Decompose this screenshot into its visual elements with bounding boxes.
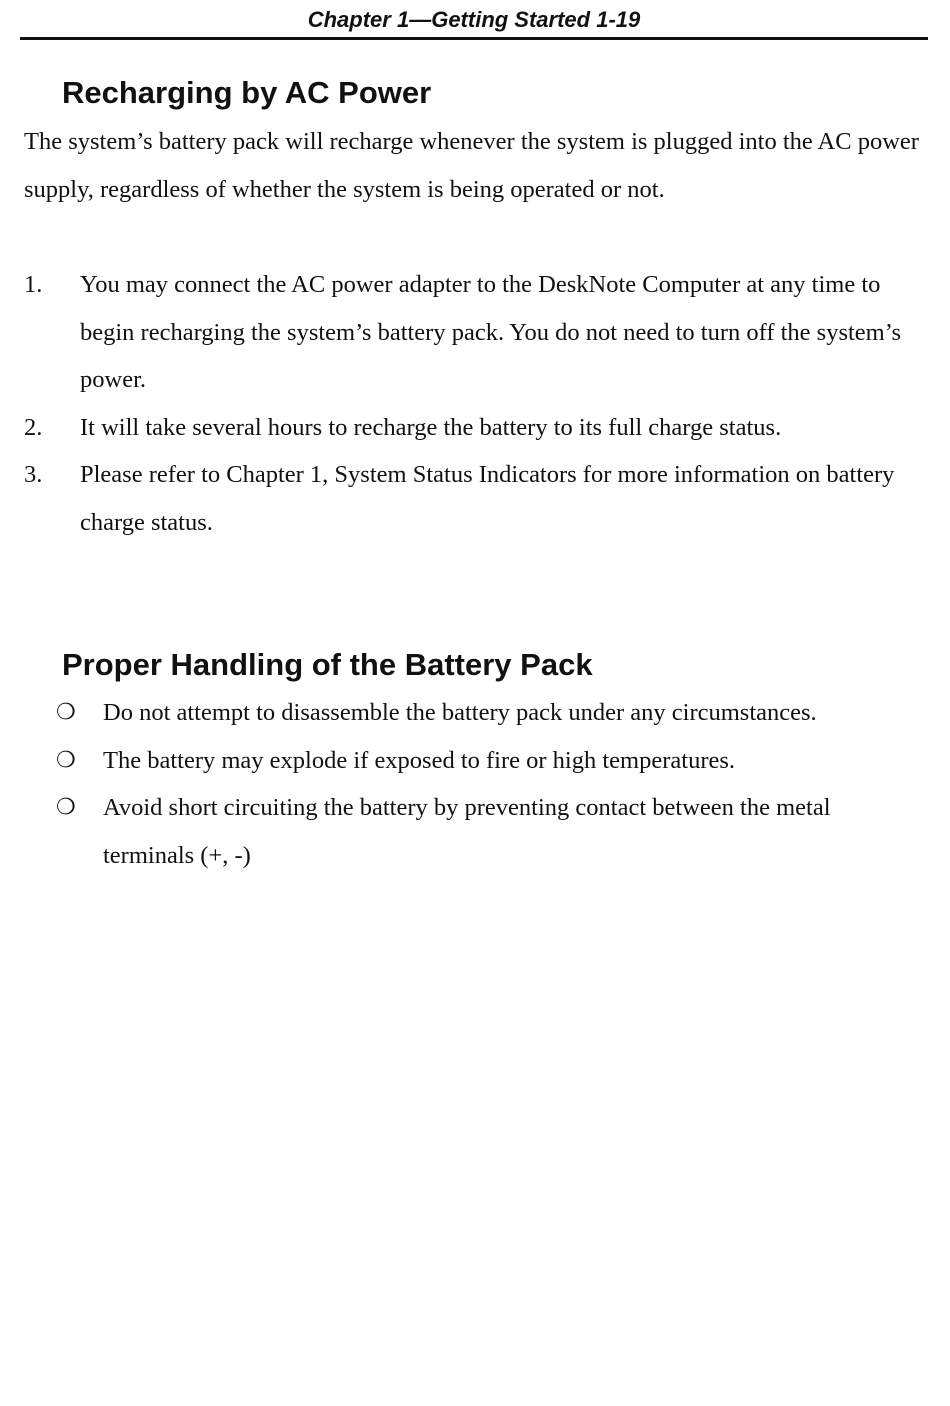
battery-handling-list [24,689,924,879]
step-text: It will take several hours to recharge the battery to its full charge status. [80,413,782,441]
list-item [24,261,924,404]
list-item [24,737,924,785]
list-item [24,784,924,879]
step-number: 3. [24,461,43,488]
recharging-steps-list [24,261,924,546]
heading-recharging-ac-power: Recharging by AC Power [62,75,432,110]
step-number: 1. [24,271,43,298]
heading-battery-handling: Proper Handling of the Battery Pack [62,647,593,682]
header-rule [20,37,928,40]
running-header: Chapter 1—Getting Started 1-19 [307,7,641,32]
shadowed-circle-bullet-icon: ❍ [56,747,76,773]
step-number: 2. [24,413,43,441]
step-text: You may connect the AC power adapter to the DeskNote Computer at any time to begin recharging the system’s battery pack. You do not need to turn off the system’s power. [80,271,902,393]
bullet-text: Avoid short circuiting the battery by preventing contact between the metal terminals (+, -) [103,794,831,869]
bullet-text: Do not attempt to disassemble the battery pack under any circumstances. [103,699,817,726]
shadowed-circle-bullet-icon: ❍ [56,700,76,725]
list-item [24,689,924,737]
bullet-text: The battery may explode if exposed to fire or high temperatures. [103,746,736,774]
step-text: Please refer to Chapter 1, System Status Indicators for more information on battery charge status. [80,461,895,536]
list-item [24,451,924,546]
intro-paragraph: The system’s battery pack will recharge whenever the system is plugged into the AC power supply, regardless of whether the system is being operated or not. [24,128,919,203]
list-item [24,404,924,452]
shadowed-circle-bullet-icon: ❍ [56,795,76,820]
